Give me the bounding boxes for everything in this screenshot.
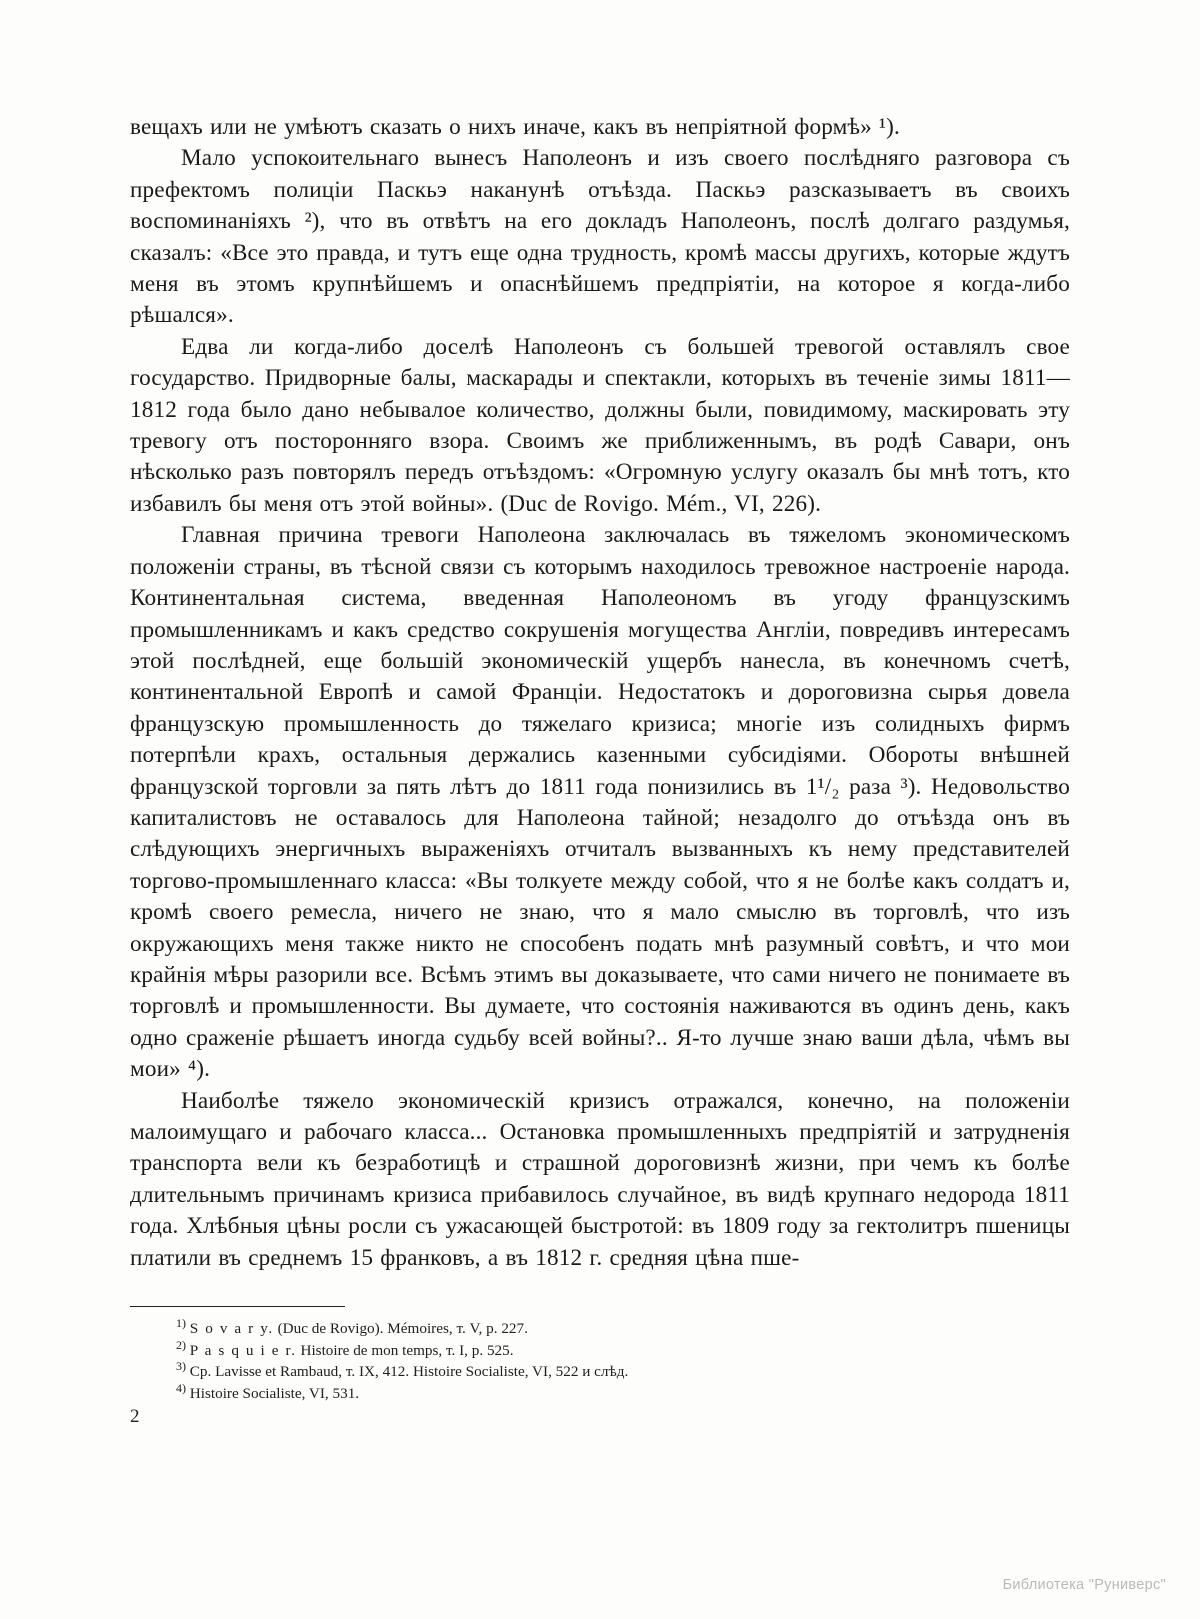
footnote-author: Histoire Socialiste,	[189, 1384, 306, 1402]
footnote-text: Histoire de mon temps, т. I, p. 525.	[300, 1341, 514, 1359]
paragraph-4: Главная причина тревоги Наполеона заключалась въ тяжеломъ экономическомъ положеніи страны, въ тѣсной связи съ которымъ находилось тревожное настроеніе народа. Континентальная система, введенная Наполеономъ въ угоду французскимъ промышленникамъ и какъ средство сокрушенія могущества Англіи, повредивъ интересамъ этой послѣдней, еще большій экономическій ущербъ нанесла, въ конечномъ счетѣ, континентальной Европѣ и самой Франціи. Недостатокъ и дороговизна сырья довела французскую промышленность до тяжелаго кризиса; многіе изъ солидныхъ фирмъ потерпѣли крахъ, остальныя держались казенными субсидіями. Обороты внѣшней французской торговли за пять лѣтъ до 1811 года понизились въ 1¹/₂ раза ³). Недовольство капиталистовъ не оставалось для Наполеона тайной; незадолго до отъѣзда онъ въ слѣдующихъ энергичныхъ выраженіяхъ отчиталъ вызванныхъ къ нему представителей торгово-промышленнаго класса: «Вы толкуете между собой, что я не болѣе какъ солдатъ и, кромѣ своего ремесла, ничего не знаю, что я мало смыслю въ торговлѣ, что изъ окружающихъ меня также никто не способенъ подать мнѣ разумный совѣтъ, и что мои крайнія мѣры разорили все. Всѣмъ этимъ вы доказываете, что сами ничего не понимаете въ торговлѣ и промышленности. Вы думаете, что состоянія наживаются въ одинъ день, какъ одно сраженіе рѣшаетъ иногда судьбу всей войны?.. Я-то лучше знаю ваши дѣла, чѣмъ вы мои» ⁴).	[130, 522, 1070, 1083]
footnote-list	[176, 1315, 996, 1404]
footnote-marker: 3)	[176, 1358, 186, 1373]
paragraph-2: Мало успокоительнаго вынесъ Наполеонъ и изъ своего послѣдняго разговора съ префектомъ полиціи Паскьэ наканунѣ отъѣзда. Паскьэ разсказываетъ въ своихъ воспоминаніяхъ ²), что въ отвѣтъ на его докладъ Наполеонъ, послѣ долгаго раздумья, сказалъ: «Все это правда, и тутъ еще одна трудность, кромѣ массы другихъ, которые ждутъ меня въ этомъ крупнѣйшемъ и опаснѣйшемъ предпріятіи, на которое я когда-либо рѣшался».	[130, 145, 1070, 329]
library-watermark: Библиотека "Руниверс"	[1002, 1577, 1166, 1593]
footnote-item	[176, 1380, 996, 1405]
footnote-marker: 2)	[176, 1337, 186, 1352]
footnote-divider	[130, 1306, 345, 1307]
paragraph-1: вещахъ или не умѣютъ сказать о нихъ иначе, какъ въ непріятной формѣ» ¹).	[130, 114, 900, 140]
footnote-item	[176, 1358, 996, 1383]
footnote-item	[176, 1315, 996, 1340]
footnote-text: т. IX, 412. Histoire Socialiste, VI, 522 и слѣд.	[345, 1363, 629, 1380]
paragraph-5: Наиболѣе тяжело экономическій кризисъ отражался, конечно, на положеніи малоимущаго и рабочаго класса... Остановка промышленныхъ предпріятій и затрудненія транспорта вели къ безработицѣ и страшной дороговизнѣ жизни, при чемъ къ болѣе длительнымъ причинамъ кризиса прибавилось случайное, въ видѣ крупнаго недорода 1811 года. Хлѣбныя цѣны росли съ ужасающей быстротой: въ 1809 году за гектолитръ пшеницы платили въ среднемъ 15 франковъ, а въ 1812 г. средняя цѣна пше-	[130, 1087, 1070, 1271]
footnote-item	[176, 1337, 996, 1362]
page-number: 2	[130, 1406, 140, 1427]
footnote-author: S o v a r y.	[189, 1320, 274, 1337]
paragraph-3: Едва ли когда-либо доселѣ Наполеонъ съ большей тревогой оставлялъ свое государство. Придворные балы, маскарады и спектакли, которыхъ въ теченіе зимы 1811—1812 года было дано небывалое количество, должны были, повидимому, маскировать эту тревогу отъ посторонняго взора. Своимъ же приближеннымъ, въ родѣ Савари, онъ нѣсколько разъ повторялъ передъ отъѣздомъ: «Огромную услугу оказалъ бы мнѣ тотъ, кто избавилъ бы меня отъ этой войны». (Duc de Rovigo. Mém., VI, 226).	[130, 333, 1070, 517]
footnote-text: VI, 531.	[308, 1384, 360, 1402]
footnote-author: P a s q u i e r.	[189, 1341, 297, 1359]
footnote-marker: 1)	[176, 1315, 186, 1330]
footnote-text: (Duc de Rovigo). Mémoires, т. V, p. 227.	[277, 1320, 528, 1337]
footnote-author: Ср. Lavisse et Rambaud,	[189, 1363, 343, 1380]
footnote-marker: 4)	[176, 1380, 186, 1395]
body-text	[130, 112, 1070, 1274]
